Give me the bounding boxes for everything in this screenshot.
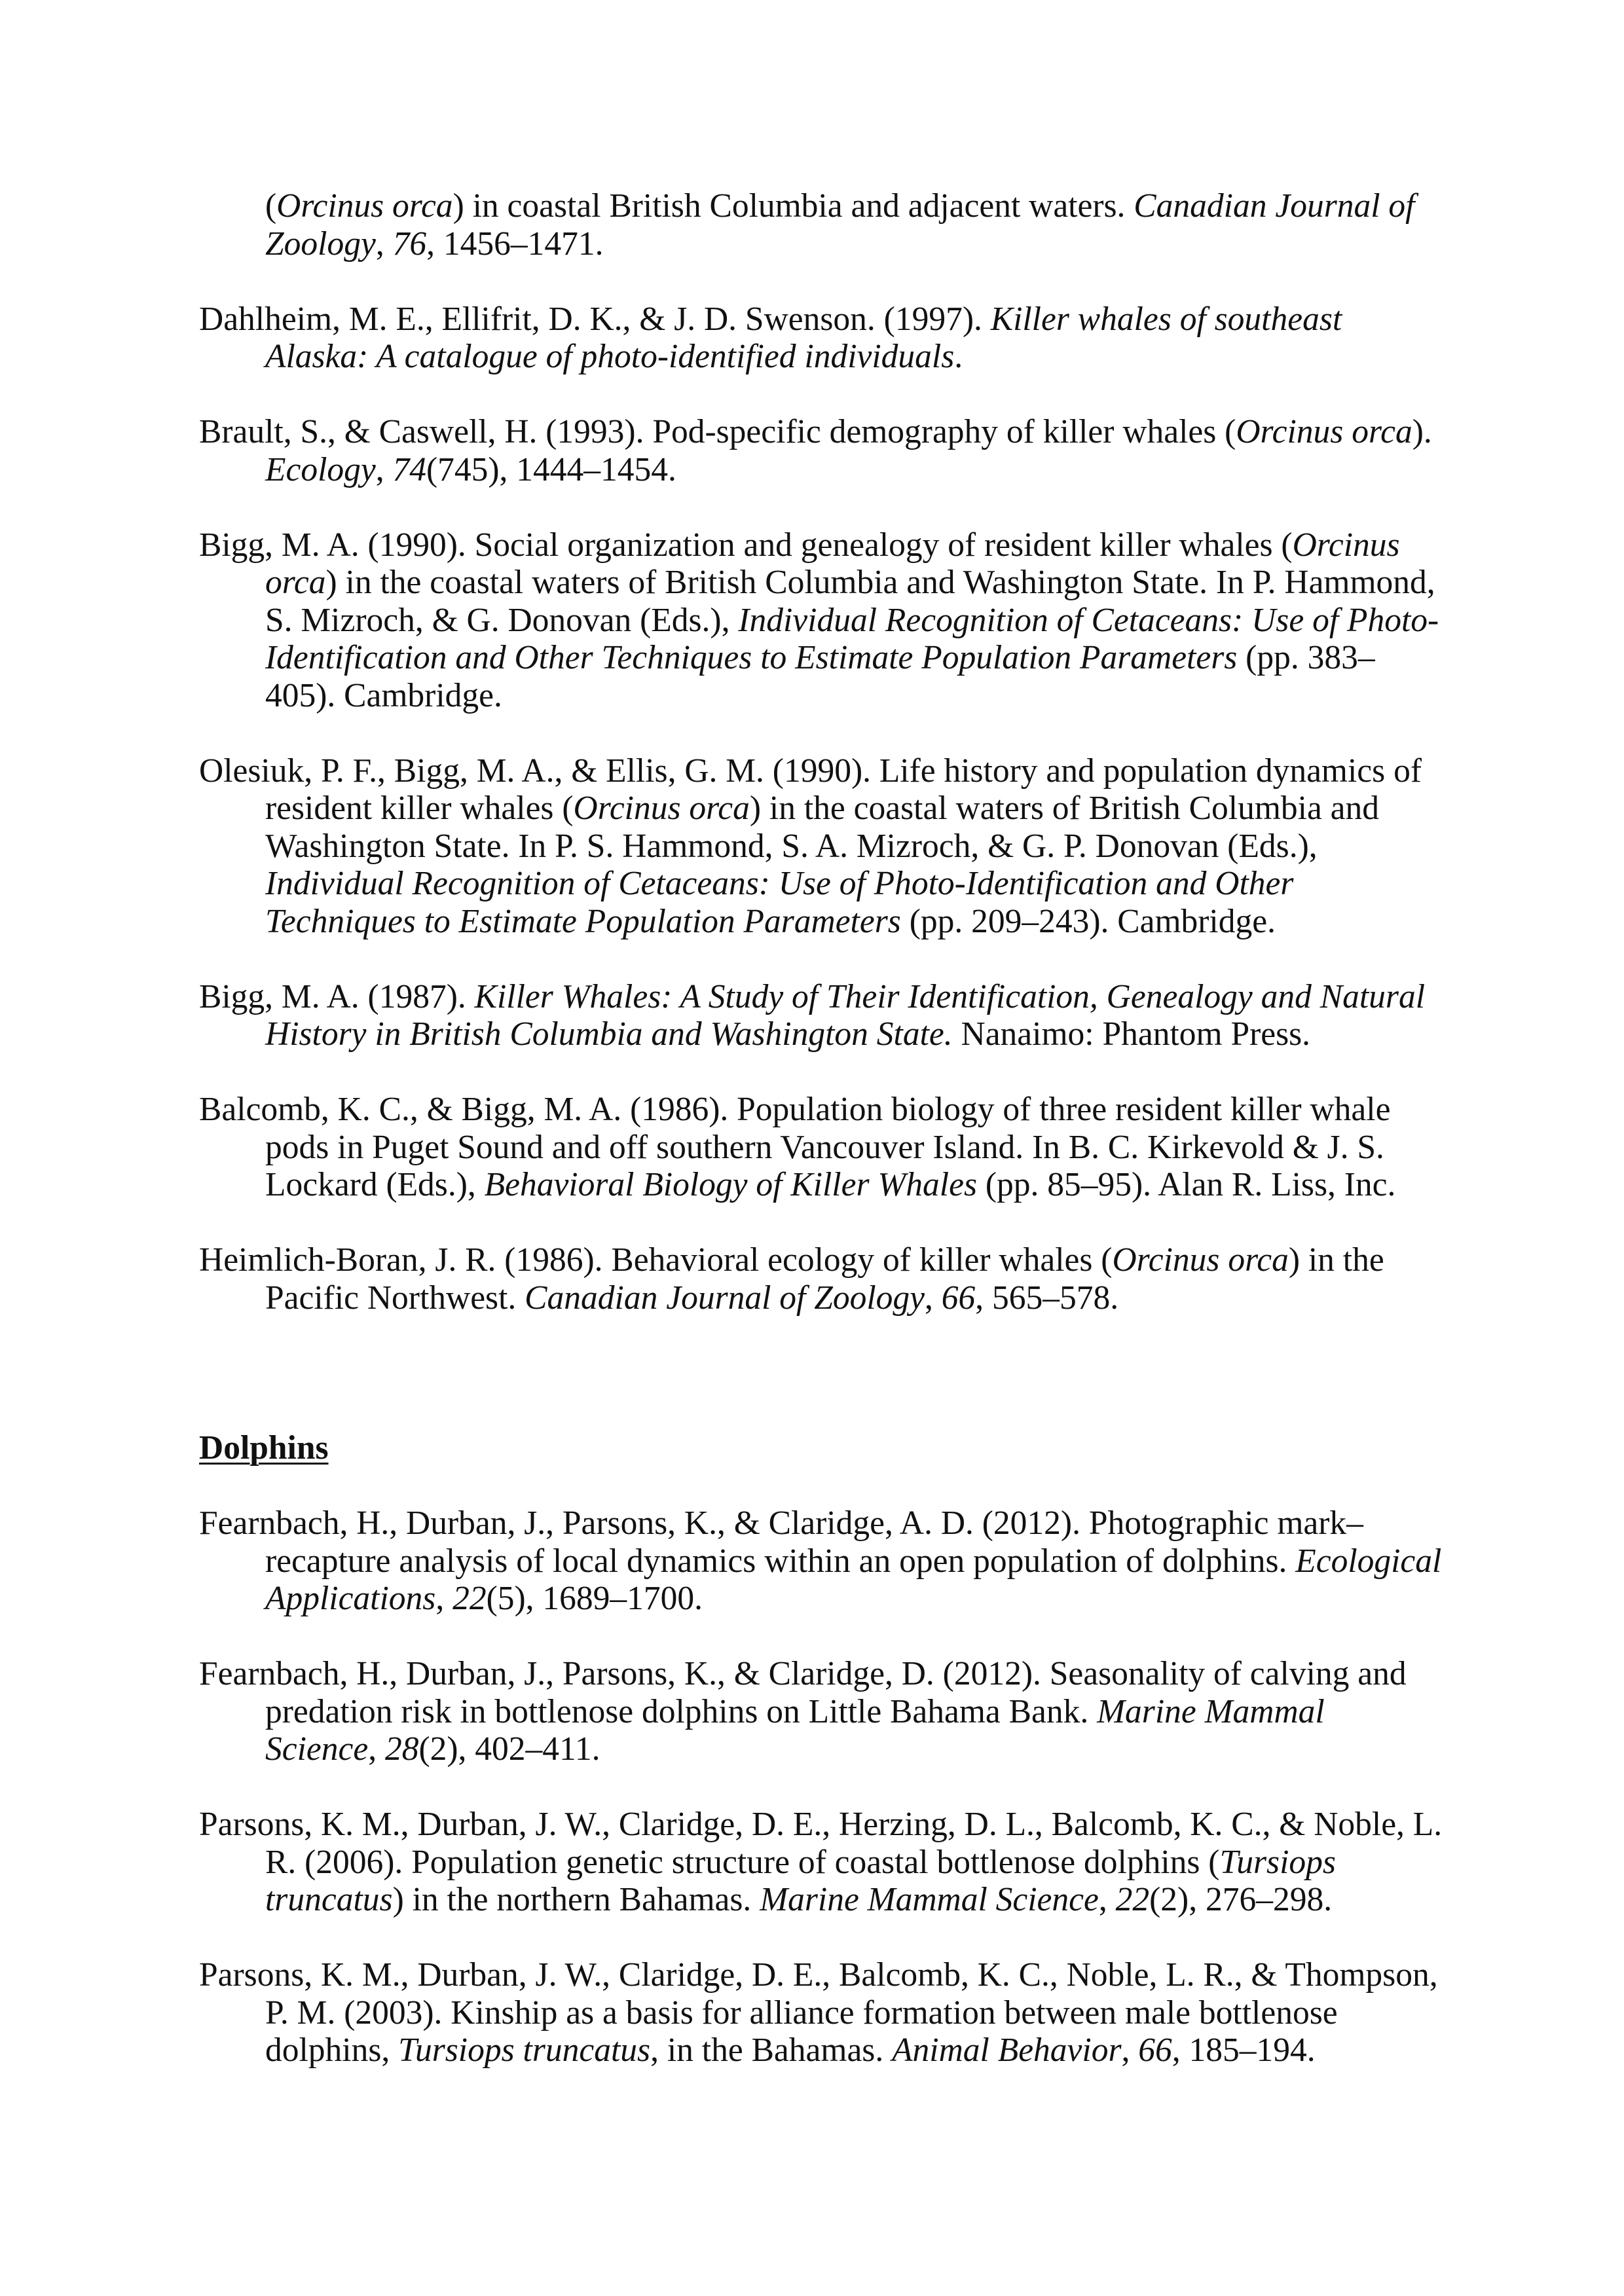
reference-text: ) in the Pacific Northwest. <box>265 1241 1384 1317</box>
section-heading-dolphins: Dolphins <box>199 1429 329 1467</box>
reference-italic-text: Behavioral Biology of Killer Whales <box>484 1166 977 1203</box>
reference-text: (pp. 85–95). Alan R. Liss, Inc. <box>976 1166 1396 1203</box>
reference-list <box>199 187 1443 2107</box>
reference-text: (5), 1689–1700. <box>486 1580 703 1617</box>
reference-italic-text: Orcinus orca <box>276 187 453 225</box>
reference-text: Parsons, K. M., Durban, J. W., Claridge, D. E., Balcomb, K. C., Noble, L. R., & Thompson, P. M. (2003). Kinship as a basis for alliance formation between male bottlenose dolphins, <box>199 1956 1438 2069</box>
reference-text: , 185–194. <box>1172 2032 1316 2069</box>
reference-italic-text: Ecology <box>265 450 376 488</box>
reference-text: (pp. 209–243). Cambridge. <box>900 902 1276 940</box>
reference-text: ). <box>1412 413 1432 450</box>
reference-italic-text: Tursiops truncatus <box>265 1843 1336 1918</box>
reference-text: Heimlich-Boran, J. R. (1986). Behavioral ecology of killer whales ( <box>199 1241 1113 1279</box>
reference-italic-text: Canadian Journal of Zoology <box>265 187 1415 263</box>
reference-text: . <box>954 338 963 375</box>
reference-italic-text: Marine Mammal Science <box>760 1881 1099 1918</box>
reference-text: Fearnbach, H., Durban, J., Parsons, K., & Claridge, A. D. (2012). Photographic mark–recapture analysis of local dynamics within an open population of dolphins. <box>199 1504 1363 1580</box>
dolphin-references <box>199 1504 1443 2069</box>
reference-italic-text: Orcinus orca <box>1236 413 1412 450</box>
reference-text: Parsons, K. M., Durban, J. W., Claridge, D. E., Herzing, D. L., Balcomb, K. C., & Noble, L. R. (2006). Population genetic structure of coastal bottlenose dolphins ( <box>199 1806 1443 1881</box>
reference-text: (2), 276–298. <box>1149 1881 1333 1918</box>
reference-text: , <box>375 225 393 263</box>
reference-italic-text: Tursiops truncatus <box>398 2032 651 2069</box>
reference-text: (2), 402–411. <box>418 1730 600 1768</box>
reference-entry <box>199 301 1443 376</box>
reference-italic-text: 22 <box>452 1580 487 1617</box>
reference-italic-text: Orcinus orca <box>1112 1241 1289 1279</box>
reference-text: ) in coastal British Columbia and adjacent waters. <box>452 187 1134 225</box>
reference-entry <box>199 1504 1443 1618</box>
reference-italic-text: Killer whales of southeast Alaska: A catalogue of photo-identified individuals <box>265 300 1342 375</box>
reference-entry <box>199 1655 1443 1768</box>
reference-text: (745), 1444–1454. <box>426 450 676 488</box>
reference-entry <box>199 187 1443 263</box>
reference-text: Dahlheim, M. E., Ellifrit, D. K., & J. D. Swenson. (1997). <box>199 300 991 338</box>
reference-italic-text: Orcinus orca <box>573 790 750 827</box>
reference-text: , <box>1098 1881 1116 1918</box>
reference-italic-text: 66 <box>1138 2032 1172 2069</box>
reference-italic-text: 76 <box>392 225 427 263</box>
reference-text: Olesiuk, P. F., Bigg, M. A., & Ellis, G. M. (1990). Life history and population dynamics of resident killer whales ( <box>199 752 1422 827</box>
reference-text: Bigg, M. A. (1987). <box>199 977 475 1015</box>
reference-text: ) in the coastal waters of British Columbia and Washington State. In P. Hammond, S. Mizroch, & G. Donovan (Eds.), <box>265 564 1435 639</box>
killer-whale-references <box>199 187 1443 1317</box>
reference-italic-text: 28 <box>385 1730 419 1768</box>
reference-entry <box>199 978 1443 1053</box>
reference-italic-text: Orcinus orca <box>265 526 1400 601</box>
reference-text: , 565–578. <box>975 1279 1119 1317</box>
reference-entry <box>199 1956 1443 2069</box>
reference-text: Brault, S., & Caswell, H. (1993). Pod-specific demography of killer whales ( <box>199 413 1236 450</box>
reference-italic-text: Animal Behavior <box>892 2032 1122 2069</box>
reference-italic-text: Ecological Applications <box>265 1542 1442 1617</box>
reference-text: ) in the coastal waters of British Columbia and Washington State. In P. S. Hammond, S. A. Mizroch, & G. P. Donovan (Eds.), <box>265 790 1380 865</box>
reference-italic-text: Individual Recognition of Cetaceans: Use of Photo-Identification and Other Techniques to Estimate Population Parameters <box>265 865 1294 940</box>
reference-text: , 1456–1471. <box>426 225 604 263</box>
reference-entry <box>199 752 1443 941</box>
reference-italic-text: Killer Whales: A Study of Their Identification, Genealogy and Natural History in British Columbia and Washington State. <box>265 977 1426 1053</box>
reference-italic-text: Individual Recognition of Cetaceans: Use of Photo-Identification and Other Techniques to Estimate Population Parameters <box>265 601 1439 676</box>
reference-text: , <box>925 1279 942 1317</box>
reference-text: Balcomb, K. C., & Bigg, M. A. (1986). Population biology of three resident killer whale pods in Puget Sound and off southern Vancouver Island. In B. C. Kirkevold & J. S. Lockard (Eds.), <box>199 1091 1391 1203</box>
reference-italic-text: Marine Mammal Science <box>265 1692 1325 1768</box>
reference-text: ( <box>265 187 277 225</box>
reference-text: , in the Bahamas. <box>650 2032 893 2069</box>
reference-italic-text: Canadian Journal of Zoology <box>525 1279 925 1317</box>
reference-entry <box>199 413 1443 488</box>
reference-text: (pp. 383–405). Cambridge. <box>265 639 1375 714</box>
reference-entry <box>199 1806 1443 1919</box>
reference-italic-text: 22 <box>1115 1881 1150 1918</box>
reference-text: ) in the northern Bahamas. <box>392 1881 760 1918</box>
reference-text: , <box>435 1580 453 1617</box>
reference-italic-text: 66 <box>941 1279 976 1317</box>
reference-text: Nanaimo: Phantom Press. <box>952 1015 1311 1053</box>
reference-entry <box>199 526 1443 715</box>
reference-text: Bigg, M. A. (1990). Social organization and genealogy of resident killer whales ( <box>199 526 1293 564</box>
reference-text: , <box>375 450 393 488</box>
reference-entry <box>199 1241 1443 1317</box>
reference-italic-text: 74 <box>392 450 426 488</box>
reference-text: , <box>368 1730 385 1768</box>
reference-text: Fearnbach, H., Durban, J., Parsons, K., & Claridge, D. (2012). Seasonality of calving and predation risk in bottlenose dolphins on Little Bahama Bank. <box>199 1655 1407 1730</box>
reference-entry <box>199 1091 1443 1204</box>
reference-text: , <box>1121 2032 1139 2069</box>
